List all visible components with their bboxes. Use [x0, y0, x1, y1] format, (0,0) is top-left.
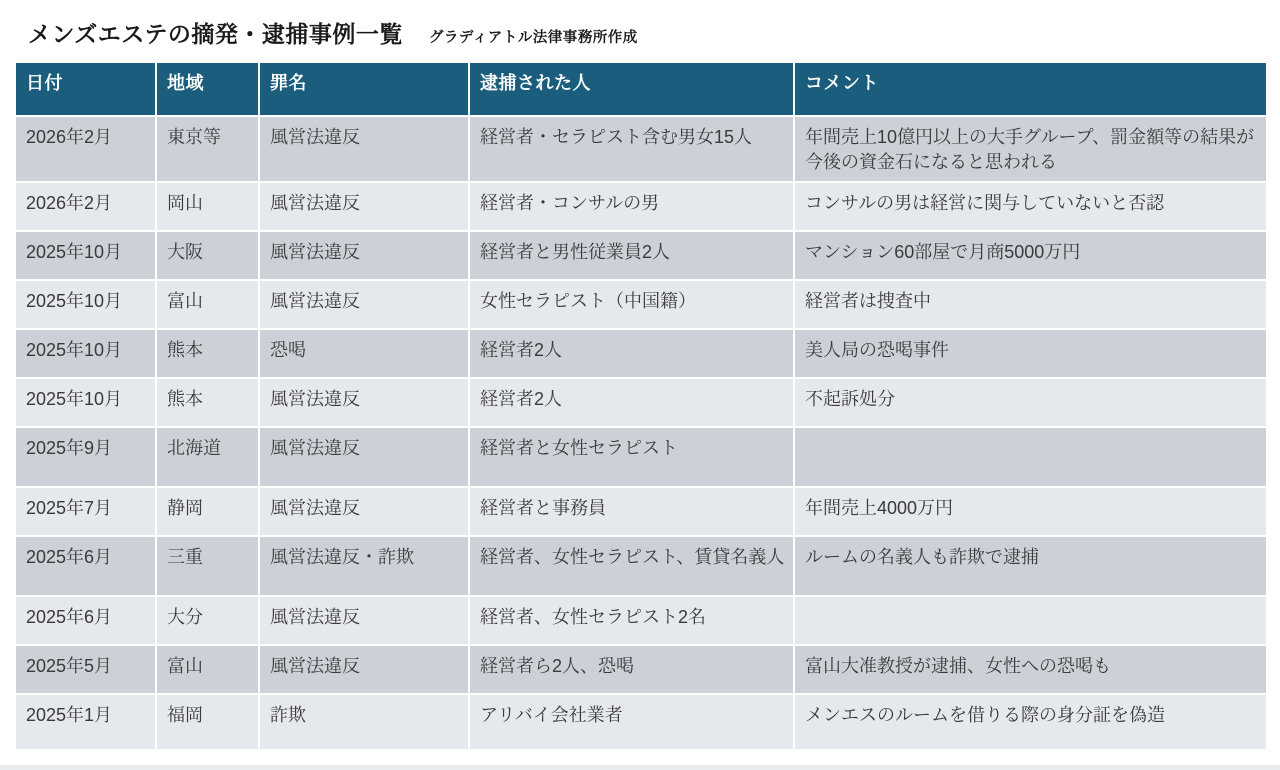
- cell-crime: 風営法違反: [259, 645, 469, 694]
- cell-comment: 経営者は捜査中: [794, 280, 1267, 329]
- cell-region: 静岡: [156, 487, 259, 536]
- cell-comment: 富山大准教授が逮捕、女性への恐喝も: [794, 645, 1267, 694]
- cell-comment: 美人局の恐喝事件: [794, 329, 1267, 378]
- page-header: [28, 16, 1280, 49]
- cell-region: 岡山: [156, 182, 259, 231]
- table-row: [15, 182, 1267, 231]
- cell-comment: 年間売上4000万円: [794, 487, 1267, 536]
- cell-date: 2025年9月: [15, 427, 156, 487]
- cell-arrested: 経営者と事務員: [469, 487, 794, 536]
- cell-arrested: 経営者2人: [469, 378, 794, 427]
- cell-region: 福岡: [156, 694, 259, 750]
- cell-comment: 不起訴処分: [794, 378, 1267, 427]
- col-header-crime: 罪名: [259, 62, 469, 116]
- page-subtitle: グラディアトル法律事務所作成: [428, 30, 638, 46]
- cell-crime: 風営法違反: [259, 427, 469, 487]
- cell-date: 2025年1月: [15, 694, 156, 750]
- cell-date: 2025年10月: [15, 231, 156, 280]
- cell-comment: [794, 427, 1267, 487]
- cell-region: 大阪: [156, 231, 259, 280]
- cell-crime: 風営法違反: [259, 231, 469, 280]
- cell-crime: 風営法違反: [259, 596, 469, 645]
- cell-region: 富山: [156, 645, 259, 694]
- cell-comment: ルームの名義人も詐欺で逮捕: [794, 536, 1267, 596]
- table-row: [15, 329, 1267, 378]
- cell-date: 2025年10月: [15, 280, 156, 329]
- cell-arrested: 経営者と女性セラピスト: [469, 427, 794, 487]
- cell-date: 2025年10月: [15, 378, 156, 427]
- cell-date: 2025年10月: [15, 329, 156, 378]
- table-row: [15, 645, 1267, 694]
- cell-comment: [794, 596, 1267, 645]
- cell-arrested: 経営者、女性セラピスト、賃貸名義人: [469, 536, 794, 596]
- cell-crime: 詐欺: [259, 694, 469, 750]
- cell-arrested: 経営者・コンサルの男: [469, 182, 794, 231]
- cell-region: 大分: [156, 596, 259, 645]
- cell-crime: 風営法違反: [259, 116, 469, 182]
- cell-date: 2026年2月: [15, 116, 156, 182]
- cell-crime: 恐喝: [259, 329, 469, 378]
- cell-date: 2026年2月: [15, 182, 156, 231]
- cell-region: 熊本: [156, 329, 259, 378]
- col-header-arrested: 逮捕された人: [469, 62, 794, 116]
- cell-arrested: 経営者ら2人、恐喝: [469, 645, 794, 694]
- cell-date: 2025年6月: [15, 536, 156, 596]
- col-header-region: 地域: [156, 62, 259, 116]
- cell-date: 2025年5月: [15, 645, 156, 694]
- cell-crime: 風営法違反: [259, 487, 469, 536]
- cell-region: 東京等: [156, 116, 259, 182]
- table-row: [15, 596, 1267, 645]
- table-row: [15, 231, 1267, 280]
- col-header-comment: コメント: [794, 62, 1267, 116]
- table-row: [15, 280, 1267, 329]
- cell-arrested: 女性セラピスト（中国籍）: [469, 280, 794, 329]
- cell-crime: 風営法違反: [259, 280, 469, 329]
- cell-comment: コンサルの男は経営に関与していないと否認: [794, 182, 1267, 231]
- col-header-date: 日付: [15, 62, 156, 116]
- page-title: メンズエステの摘発・逮捕事例一覧: [28, 21, 403, 47]
- cell-arrested: 経営者2人: [469, 329, 794, 378]
- cell-arrested: 経営者・セラピスト含む男女15人: [469, 116, 794, 182]
- table-row: [15, 378, 1267, 427]
- cell-arrested: 経営者と男性従業員2人: [469, 231, 794, 280]
- cell-arrested: 経営者、女性セラピスト2名: [469, 596, 794, 645]
- cell-region: 三重: [156, 536, 259, 596]
- cell-arrested: アリバイ会社業者: [469, 694, 794, 750]
- cell-region: 富山: [156, 280, 259, 329]
- slide-bottom-edge: [0, 765, 1280, 770]
- cell-comment: メンエスのルームを借りる際の身分証を偽造: [794, 694, 1267, 750]
- table-body: [15, 116, 1267, 750]
- table-row: [15, 536, 1267, 596]
- cell-crime: 風営法違反・詐欺: [259, 536, 469, 596]
- table-header: [15, 62, 1267, 116]
- table-row: [15, 487, 1267, 536]
- cell-comment: 年間売上10億円以上の大手グループ、罰金額等の結果が今後の資金石になると思われる: [794, 116, 1267, 182]
- cell-comment: マンション60部屋で月商5000万円: [794, 231, 1267, 280]
- cell-date: 2025年6月: [15, 596, 156, 645]
- cases-table: [14, 61, 1268, 751]
- table-row: [15, 694, 1267, 750]
- table-row: [15, 427, 1267, 487]
- cell-crime: 風営法違反: [259, 182, 469, 231]
- header-row: [15, 62, 1267, 116]
- cell-date: 2025年7月: [15, 487, 156, 536]
- cell-region: 北海道: [156, 427, 259, 487]
- cell-region: 熊本: [156, 378, 259, 427]
- table-row: [15, 116, 1267, 182]
- cell-crime: 風営法違反: [259, 378, 469, 427]
